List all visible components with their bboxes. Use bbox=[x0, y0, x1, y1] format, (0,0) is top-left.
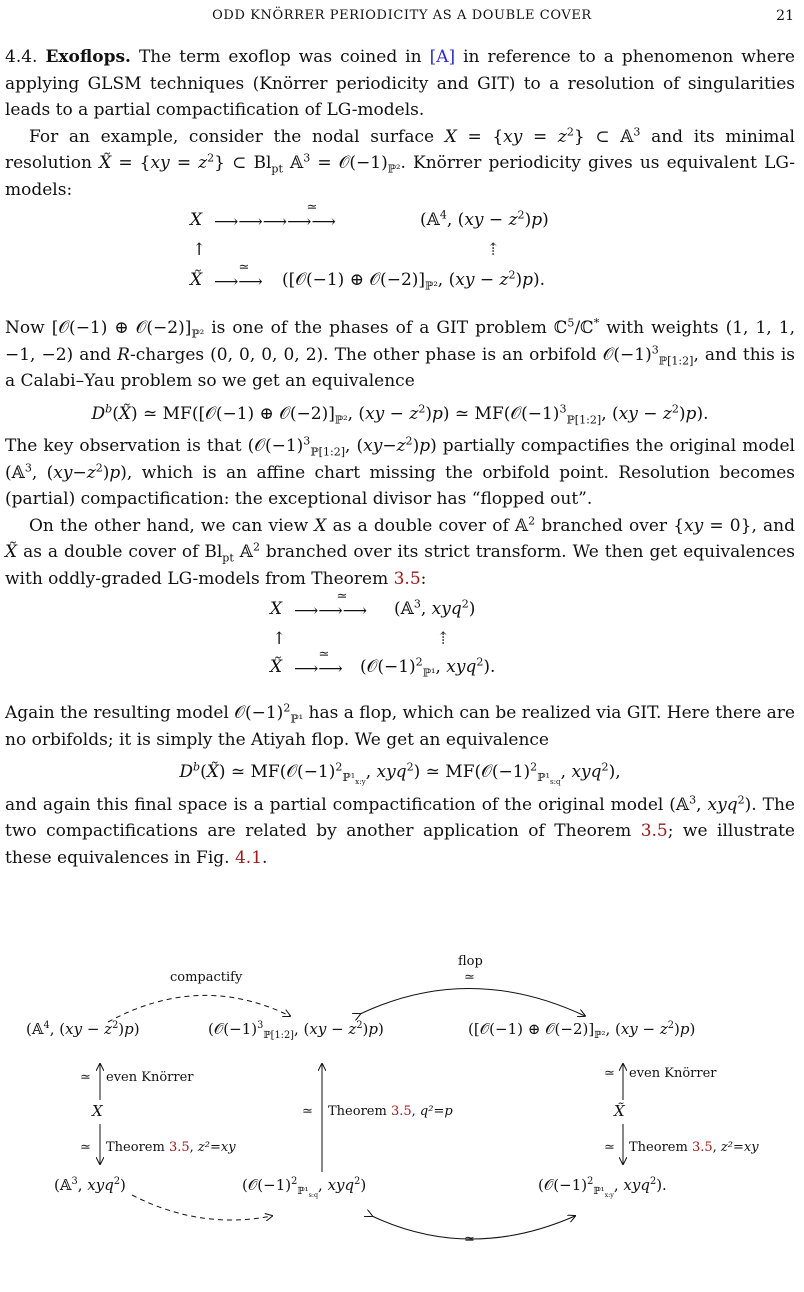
theorem-link[interactable]: 3.5 bbox=[168, 1140, 190, 1155]
text: . bbox=[262, 847, 268, 868]
paragraph-1 bbox=[5, 44, 795, 124]
text: in reference to a phenomenon where applying GLSM techniques (Knörrer periodicity and GIT) to a resolution of singularities leads to a partial compactification of LG-models. bbox=[5, 47, 795, 120]
theorem-right-label: Theorem 3.5, z²=xy bbox=[629, 1140, 759, 1155]
text: q²=p bbox=[419, 1104, 453, 1119]
text: is one of the phases of a GIT problem bbox=[211, 318, 547, 338]
theorem-link[interactable]: 3.5 bbox=[390, 1104, 412, 1119]
node-orbifold: ($𝒪(-1)^3_{ℙ[1:2]}$, $(xy - z^2)p$) bbox=[208, 1020, 384, 1041]
theorem-middle-label: Theorem 3.5, q²=p bbox=[328, 1104, 453, 1119]
text: as a double cover of bbox=[332, 515, 509, 536]
text: Theorem bbox=[106, 1140, 165, 1155]
text: . Knörrer periodicity gives us equivalent LG-models: bbox=[5, 153, 795, 200]
simeq: ≃ bbox=[80, 1140, 91, 1155]
text: , and this is a Calabi–Yau problem so we get an equivalence bbox=[5, 344, 796, 391]
text: . The two compactifications are related by another application of Theorem bbox=[5, 794, 795, 841]
compactify-arrow bbox=[108, 995, 290, 1022]
text: For an example, consider the nodal surface bbox=[29, 126, 435, 147]
node-a3: (𝔸$^3$, xyq$^2$) bbox=[54, 1176, 126, 1194]
paragraph-7: and again this final space is a partial compactification of the original model (𝔸$^3$, xyq$^2$). The two compactifications are related by another application of Theorem 3.5; we illustrate these equivalences in Fig. 4.1. bbox=[5, 792, 795, 868]
even-knorrer-left: even Knörrer bbox=[106, 1070, 194, 1085]
text: The term exoflop was coined in bbox=[138, 47, 422, 67]
simeq: ≃ bbox=[604, 1066, 615, 1081]
text: has a flop, which can be realized via GIT. Here there are no orbifolds; it is simply the Atiyah flop. We get an equivalence bbox=[5, 703, 795, 750]
figure-link[interactable]: 4.1 bbox=[234, 847, 263, 868]
flop-arrow bbox=[360, 988, 585, 1016]
text: branched over bbox=[541, 515, 668, 536]
text: The key observation is that bbox=[5, 436, 242, 456]
section-title: Exoflops. bbox=[45, 47, 131, 67]
compactify-label: compactify bbox=[170, 970, 243, 985]
figure-arrows bbox=[0, 952, 804, 1252]
node-sum-bundle: ([𝒪(−1) ⊕ $𝒪(-2)]_{ℙ^2}$, $(xy - z^2)p$) bbox=[468, 1020, 696, 1041]
page-number: 21 bbox=[776, 8, 794, 24]
running-title: ODD KNÖRRER PERIODICITY AS A DOUBLE COVER bbox=[212, 8, 592, 23]
text: z²=xy bbox=[197, 1140, 236, 1155]
citation-link[interactable]: [A] bbox=[429, 47, 456, 67]
commutative-diagram-1: X ≃ ⟶⟶⟶⟶⟶ (𝔸$^4$, $(xy - z^2)p$) ↑ ⇡ X̃ ≃ ⟶⟶ ([𝒪(−1) ⊕ $𝒪(-2)]_{ℙ^2}$, $(xy - z^2)p$). bbox=[190, 200, 549, 293]
section-number: 4.4. bbox=[5, 47, 38, 67]
text: as a double cover of bbox=[23, 542, 199, 562]
node-x: X bbox=[92, 1102, 103, 1120]
text: Theorem bbox=[328, 1104, 387, 1119]
paragraph-3: Now [𝒪(−1) ⊕ $𝒪(-2)]_{ℙ^2}$ is one of the phases of a GIT problem ℂ$^5$/ℂ* with weights (1, 1, 1, −1, −2) and R-charges (0, 0, 0, 0, 2). The other phase is an orbifold $𝒪(-1)^3_{ℙ[1:2]}$, and this is a Calabi–Yau problem so we get an equivalence bbox=[5, 316, 796, 391]
paragraph-4: The key observation is that ($𝒪(-1)^3_{ℙ[1:2]}$, $(xy-z^2)p$) partially compactifies the original model (𝔸$^3$, $(xy-z^2)p$), which is an affine chart missing the orbifold point. Resolution becomes (partial) compactification: the exceptional divisor has “flopped out”. bbox=[5, 434, 795, 509]
commutative-diagram-2: X ≃ ⟶⟶⟶ (𝔸$^3$, xyq$^2$) ↑ ⇡ X̃ ≃ ⟶⟶ ($𝒪(-1)^2_{ℙ^1}$, xyq$^2$). bbox=[270, 589, 496, 680]
simeq: ≃ bbox=[80, 1070, 91, 1085]
node-o2-sq: ($𝒪(-1)^2_{ℙ^1_{s:q}}$, xyq$^2$) bbox=[242, 1176, 367, 1199]
figure-4-1 bbox=[0, 952, 804, 1252]
text: ; we illustrate these equivalences in Fig. bbox=[5, 821, 795, 868]
simeq: ≃ bbox=[464, 1232, 475, 1247]
theorem-left-label: Theorem 3.5, z²=xy bbox=[106, 1140, 236, 1155]
text: z²=xy bbox=[720, 1140, 759, 1155]
bottom-dashed-arrow bbox=[132, 1195, 272, 1220]
text: , which is an affine chart missing the orbifold point. Resolution becomes (partial) compactification: the exceptional divisor has “flopped out”. bbox=[5, 462, 795, 509]
theorem-link[interactable]: 3.5 bbox=[393, 568, 421, 589]
simeq: ≃ bbox=[302, 1104, 313, 1119]
theorem-link[interactable]: 3.5 bbox=[691, 1140, 713, 1155]
paragraph-5: On the other hand, we can view X as a double cover of 𝔸$^2$ branched over {xy = 0}, and X̃ as a double cover of $Bl_{pt}$ 𝔸$^2$ branched over its strict transform. We then get equivalences with oddly-graded LG-models from Theorem 3.5: bbox=[5, 513, 795, 589]
text: , and bbox=[751, 515, 795, 536]
equation-2: $D^b(X̃)$ ≃ $MF(𝒪(-1)^2_{ℙ^1_{x:y}}$, xyq$^2$) ≃ $MF(𝒪(-1)^2_{ℙ^1_{s:q}}$, xyq$^2$), bbox=[179, 760, 621, 787]
text: On the other hand, we can view bbox=[29, 515, 309, 536]
node-a4: (𝔸$^4$, $(xy - z^2)p$) bbox=[26, 1020, 140, 1038]
text: . The other phase is an orbifold bbox=[323, 344, 597, 365]
text: -charges bbox=[129, 344, 205, 365]
node-x-tilde: X̃ bbox=[614, 1102, 625, 1120]
text: and bbox=[79, 344, 112, 365]
equation-1: $D^b(X̃)$ ≃ MF([𝒪(−1) ⊕ $𝒪(-2)]_{ℙ^2}$, $(xy - z^2)p$) ≃ $MF(𝒪(-1)^3_{ℙ[1:2]}$, $(xy - z^2)p$). bbox=[91, 401, 709, 426]
text: Now bbox=[5, 318, 45, 338]
paragraph-6: Again the resulting model $𝒪(-1)^2_{ℙ^1}$ has a flop, which can be realized via GIT. Here there are no orbifolds; it is simply the Atiyah flop. We get an equivalence bbox=[5, 701, 795, 750]
paragraph-2: For an example, consider the nodal surface $X = \{xy = z^2\}$ ⊂ 𝔸$^3$ and its minimal resolution X̃ = $\{xy = z^2\}$ ⊂ $Bl_{pt}$ 𝔸$^3$ = $𝒪(-1)_{ℙ^2}$. Knörrer periodicity gives us equivalent LG-models: bbox=[5, 124, 795, 200]
text: and again this final space is a partial compactification of the original model bbox=[5, 794, 664, 815]
text: branched over its strict transform. We then get equivalences with oddly-graded LG-models from Theorem bbox=[5, 542, 795, 589]
text: with weights bbox=[606, 318, 719, 338]
text: and its minimal resolution bbox=[5, 126, 795, 173]
even-knorrer-right: even Knörrer bbox=[629, 1066, 717, 1081]
text: partially compactifies the original model bbox=[442, 436, 795, 456]
simeq: ≃ bbox=[604, 1140, 615, 1155]
text: Theorem bbox=[629, 1140, 688, 1155]
flop-label: flop bbox=[458, 954, 483, 969]
theorem-link[interactable]: 3.5 bbox=[640, 821, 668, 841]
text: Again the resulting model bbox=[5, 703, 229, 723]
node-o2-xy: ($𝒪(-1)^2_{ℙ^1_{x:y}}$, xyq$^2$). bbox=[538, 1176, 667, 1199]
section-body bbox=[5, 44, 795, 871]
flop-simeq: ≃ bbox=[464, 970, 475, 985]
page-header bbox=[0, 8, 804, 30]
